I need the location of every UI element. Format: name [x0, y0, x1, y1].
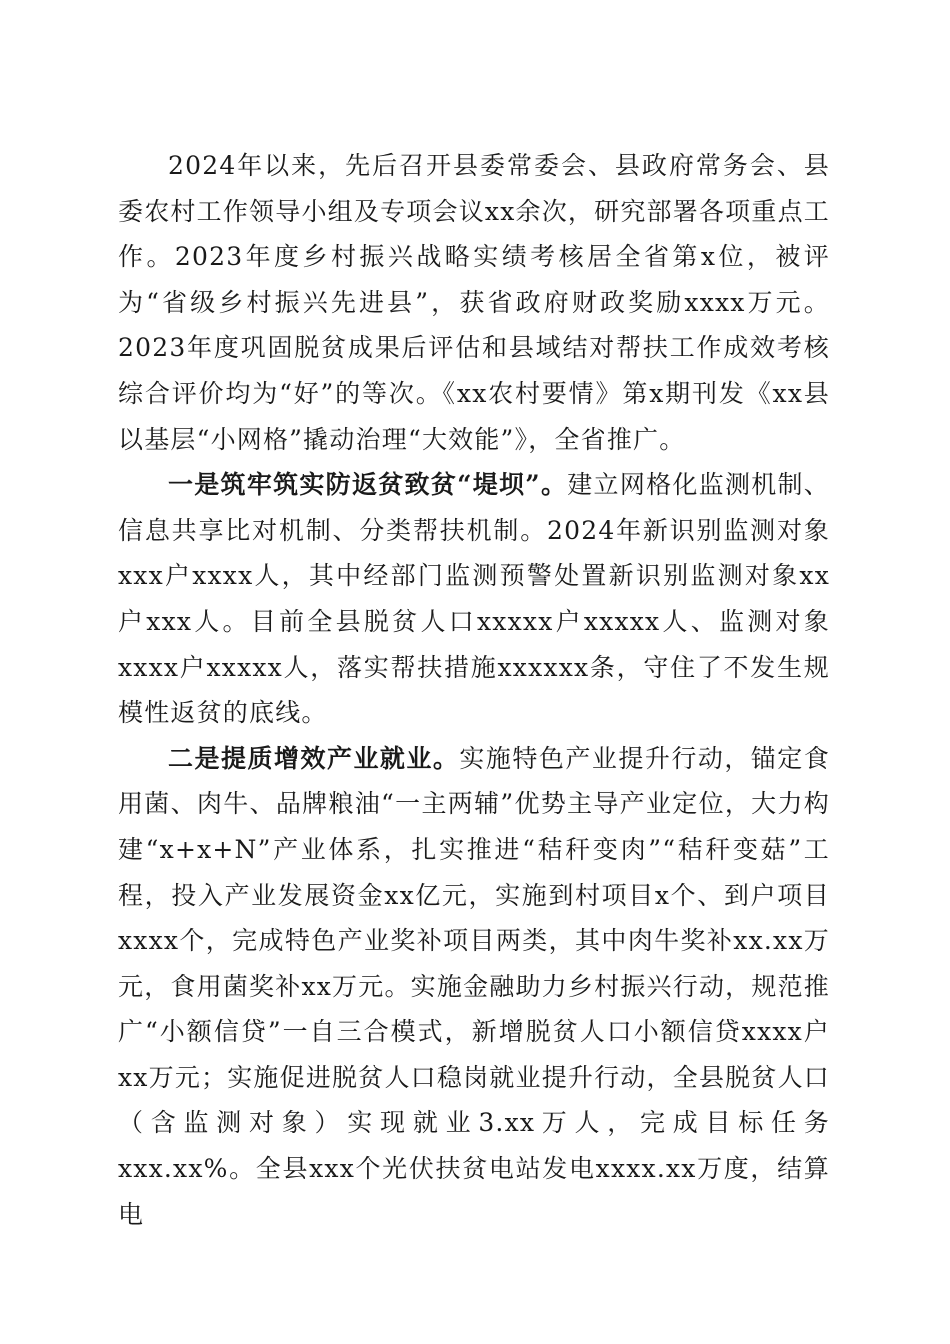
paragraph-intro [118, 143, 830, 462]
paragraph-poverty-prevention-text: 建立网格化监测机制、信息共享比对机制、分类帮扶机制。2024年新识别监测对象xxx户xxxx人，其中经部门监测预警处置新识别监测对象xx户xxx人。目前全县脱贫人口xxxxx户xxxxx人、监测对象xxxx户xxxxx人，落实帮扶措施xxxxxx条，守住了不发生规模性返贫的底线。 [118, 470, 830, 728]
document-body [118, 143, 830, 1237]
paragraph-poverty-prevention [118, 462, 830, 736]
paragraph-intro-text: 2024年以来，先后召开县委常委会、县政府常务会、县委农村工作领导小组及专项会议xx余次，研究部署各项重点工作。2023年度乡村振兴战略实绩考核居全省第x位，被评为“省级乡村振兴先进县”，获省政府财政奖励xxxx万元。2023年度巩固脱贫成果后评估和县域结对帮扶工作成效考核综合评价均为“好”的等次。《xx农村要情》第x期刊发《xx县以基层“小网格”撬动治理“大效能”》，全省推广。 [118, 151, 830, 454]
paragraph-industry-employment-text: 实施特色产业提升行动，锚定食用菌、肉牛、品牌粮油“一主两辅”优势主导产业定位，大力构建“x+x+N”产业体系，扎实推进“秸秆变肉”“秸秆变菇”工程，投入产业发展资金xx亿元，实施到村项目x个、到户项目xxxx个，完成特色产业奖补项目两类，其中肉牛奖补xx.xx万元，食用菌奖补xx万元。实施金融助力乡村振兴行动，规范推广“小额信贷”一自三合模式，新增脱贫人口小额信贷xxxx户xx万元；实施促进脱贫人口稳岗就业提升行动，全县脱贫人口（含监测对象）实现就业3.xx万人，完成目标任务xxx.xx%。全县xxx个光伏扶贫电站发电xxxx.xx万度，结算电 [118, 743, 830, 1229]
paragraph-industry-employment [118, 736, 830, 1238]
paragraph-industry-employment-heading: 二是提质增效产业就业。 [168, 743, 460, 773]
paragraph-poverty-prevention-heading: 一是筑牢筑实防返贫致贫“堤坝”。 [168, 470, 568, 500]
